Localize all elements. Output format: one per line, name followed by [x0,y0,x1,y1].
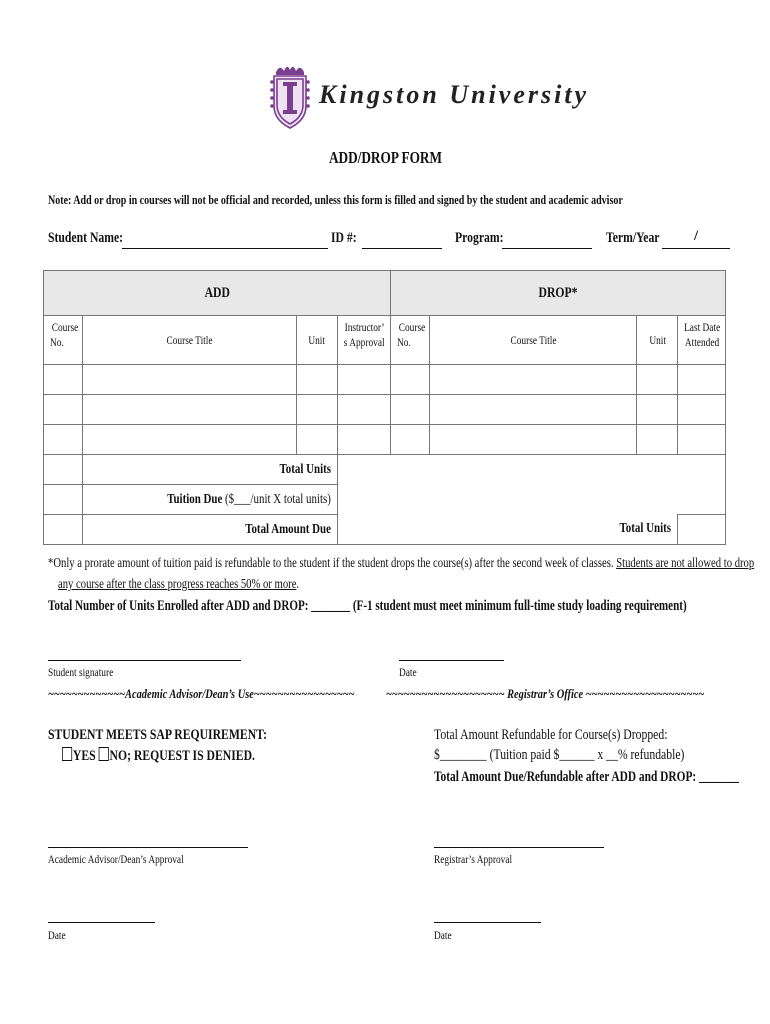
table-cell[interactable] [338,365,391,395]
student-signature-line[interactable] [48,660,241,661]
table-cell[interactable] [430,365,637,395]
footnote: *Only a prorate amount of tuition paid is refundable to the student if the student drops the course(s) after the second week of classes. Students are not allowed to drop any course after the class progress reaches 50% or more. [48,556,755,592]
program-label: Program: [455,230,504,246]
drop-total-units-cell[interactable] [678,515,726,545]
form-note: Note: Add or drop in courses will not be official and recorded, unless this form is filled and signed by the student and academic advisor [48,192,623,207]
drop-course-no-header: Course No. [391,316,430,365]
id-field[interactable] [362,248,442,249]
table-row [44,515,726,545]
student-date-line[interactable] [399,660,504,661]
table-cell[interactable] [83,365,297,395]
table-cell[interactable] [637,425,678,455]
table-cell[interactable] [637,365,678,395]
add-course-title-header: Course Title [83,316,297,365]
drop-unit-header: Unit [637,316,678,365]
last-date-attended-header: Last Date Attended [678,316,726,365]
yes-label: YES [72,748,96,764]
no-checkbox[interactable] [99,747,109,761]
drop-course-title-header: Course Title [430,316,637,365]
table-cell[interactable] [83,425,297,455]
term-year-field[interactable] [662,248,730,249]
term-label: Term/Year [606,230,660,246]
refund-calculation: $________ (Tuition paid $______ x __% refundable) [434,747,685,763]
university-crest-icon [268,62,312,130]
total-units-enrolled: Total Number of Units Enrolled after ADD and DROP: _______ (F-1 student must meet minimum full-time study loading requirement) [48,598,687,614]
advisor-section-heading: ~~~~~~~~~~~~~Academic Advisor/Dean’s Use~~~~~~~~~~~~~~~~~ [48,686,355,701]
table-cell[interactable] [391,425,430,455]
table-cell[interactable] [338,425,391,455]
table-cell[interactable] [391,365,430,395]
table-cell[interactable] [678,425,726,455]
table-cell[interactable] [44,365,83,395]
table-row [44,395,726,425]
add-header: ADD [44,271,391,316]
drop-header: DROP* [391,271,726,316]
table-row [44,455,726,485]
advisor-approval-label: Academic Advisor/Dean’s Approval [48,852,184,866]
table-cell[interactable] [83,395,297,425]
add-unit-header: Unit [297,316,338,365]
table-cell[interactable] [430,425,637,455]
table-cell[interactable] [44,395,83,425]
university-name: Kingston University [319,80,590,109]
registrar-date-label: Date [434,928,452,942]
table-cell[interactable] [678,365,726,395]
advisor-approval-line[interactable] [48,847,248,848]
student-name-field[interactable] [122,248,328,249]
no-label: NO; REQUEST IS DENIED. [109,748,255,764]
table-cell[interactable] [297,365,338,395]
sap-options [62,747,309,765]
table-cell[interactable] [297,425,338,455]
registrar-date-line[interactable] [434,922,541,923]
table-cell[interactable] [297,395,338,425]
registrar-approval-label: Registrar’s Approval [434,852,513,866]
table-cell[interactable] [391,395,430,425]
program-field[interactable] [502,248,592,249]
term-separator: / [694,228,699,244]
add-drop-table [43,270,726,545]
form-title: ADD/DROP FORM [328,148,442,167]
total-amount-due-label: Total Amount Due [83,515,338,545]
table-row [44,365,726,395]
table-cell[interactable] [637,395,678,425]
add-course-no-header: Course No. [44,316,83,365]
registrar-approval-line[interactable] [434,847,604,848]
student-date-label: Date [399,665,417,679]
advisor-date-line[interactable] [48,922,155,923]
table-row [44,485,726,515]
table-row [44,425,726,455]
drop-total-units-label: Total Units [430,515,678,545]
yes-checkbox[interactable] [62,747,72,761]
sap-requirement-title: STUDENT MEETS SAP REQUIREMENT: [48,727,267,743]
tuition-due-label: Tuition Due ($___/unit X total units) [83,485,338,515]
instructor-approval-header: Instructor’ s Approval [338,316,391,365]
registrar-section-heading: ~~~~~~~~~~~~~~~~~~~~ Registrar’s Office ~~~~~~~~~~~~~~~~~~~~ [386,686,705,701]
total-due-refundable: Total Amount Due/Refundable after ADD and DROP: _______ [434,769,739,785]
id-label: ID #: [331,230,357,246]
student-name-label: Student Name: [48,230,124,246]
advisor-date-label: Date [48,928,66,942]
table-cell[interactable] [338,395,391,425]
student-signature-label: Student signature [48,665,114,679]
table-cell[interactable] [44,425,83,455]
table-cell[interactable] [678,395,726,425]
total-units-label: Total Units [83,455,338,485]
table-cell[interactable] [430,395,637,425]
refund-title: Total Amount Refundable for Course(s) Dropped: [434,727,668,743]
